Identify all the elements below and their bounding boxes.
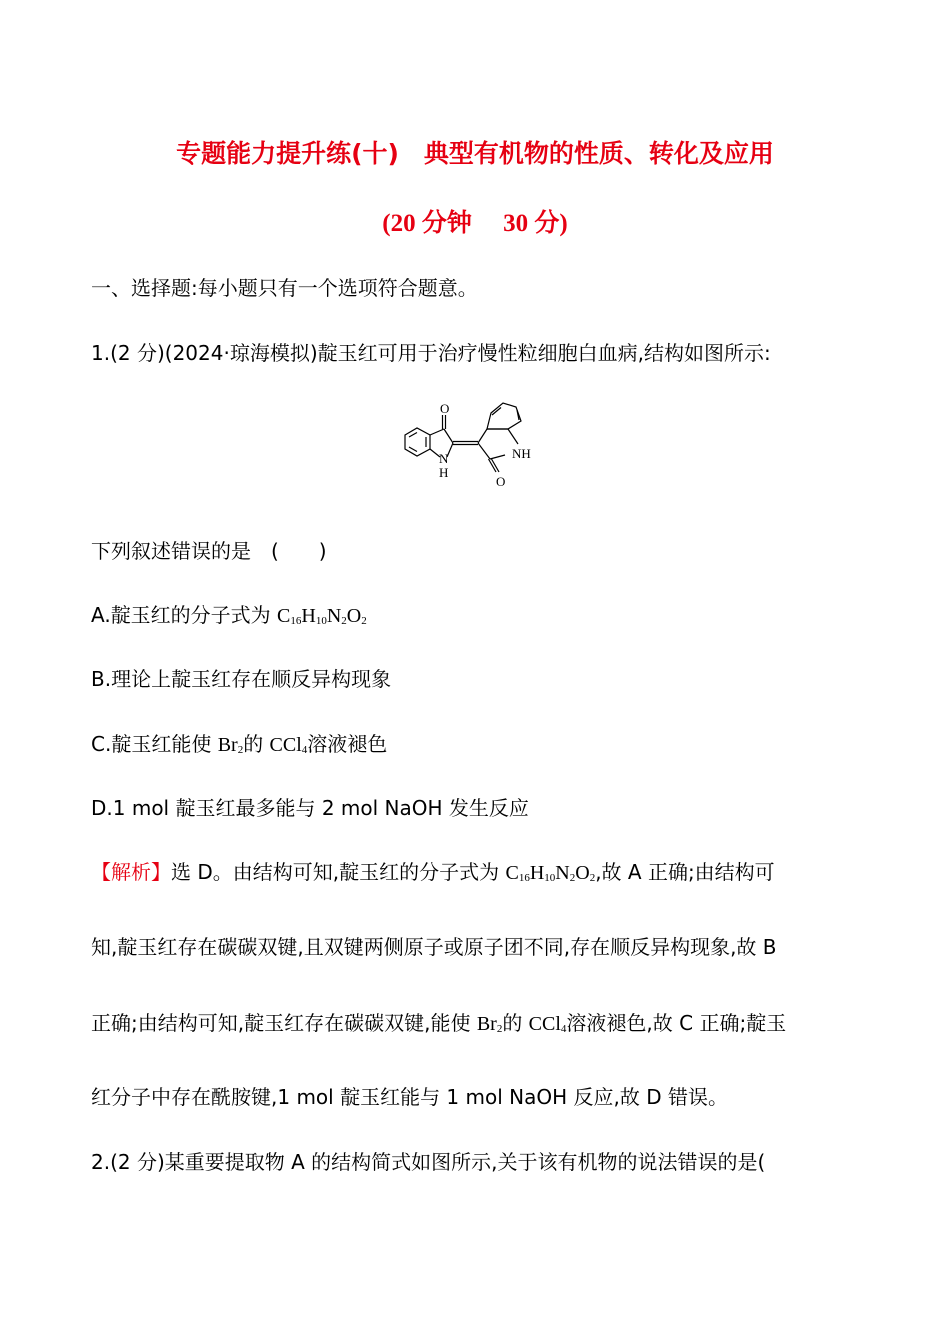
figure-label-o-top: O xyxy=(440,401,450,416)
option-a-text: A.靛玉红的分子式为 xyxy=(91,603,278,627)
analysis-line-3: 正确;由结构可知,靛玉红存在碳碳双键,能使 $Br_2$的 CCl$_4$溶液褪色,故 C 正确;靛玉 xyxy=(91,1011,787,1035)
option-b: B.理论上靛玉红存在顺反异构现象 xyxy=(91,667,392,691)
option-c: C.靛玉红能使 $Br_2$的 CCl$_4$溶液褪色 xyxy=(91,732,388,756)
question-2-stem: 2.(2 分)某重要提取物 A 的结构简式如图所示,关于该有机物的说法错误的是( xyxy=(91,1150,766,1174)
question-1-stem: 1.(2 分)(2024·琼海模拟)靛玉红可用于治疗慢性粒细胞白血病,结构如图所示: xyxy=(91,341,771,365)
figure-label-n-left: N xyxy=(439,451,449,466)
formula-br2: $Br_2$ xyxy=(217,734,244,756)
indirubin-structure-figure xyxy=(395,393,555,493)
analysis-formula-ccl4: CCl$_4$ xyxy=(528,1013,567,1035)
option-a xyxy=(91,601,367,630)
figure-label-nh-right: NH xyxy=(512,446,531,461)
exocyclic-double-bond xyxy=(453,442,478,445)
right-indolinone-ring xyxy=(478,403,521,472)
formula-ccl4: CCl$_4$ xyxy=(269,734,308,756)
analysis-line-4: 红分子中存在酰胺键,1 mol 靛玉红能与 1 mol NaOH 反应,故 D 错误。 xyxy=(91,1085,728,1109)
figure-label-h-left: H xyxy=(439,465,449,480)
analysis-formula-br2: $Br_2$ xyxy=(476,1013,503,1035)
figure-label-o-bottom: O xyxy=(496,474,506,489)
page-title: 专题能力提升练(十) 典型有机物的性质、转化及应用 xyxy=(176,139,774,168)
option-d: D.1 mol 靛玉红最多能与 2 mol NaOH 发生反应 xyxy=(91,796,529,820)
formula-c16h10n2o2: $C_{16}H_{10}N_2O_2$ xyxy=(277,605,367,627)
page-subtitle: (20 分钟 30 分) xyxy=(382,210,568,237)
analysis-tag: 【解析】 xyxy=(91,860,171,884)
analysis-line-1: 【解析】选 D。由结构可知,靛玉红的分子式为 $C_{16}H_{10}N_2O_2$,故 A 正确;由结构可 xyxy=(91,860,775,884)
analysis-line-2: 知,靛玉红存在碳碳双键,且双键两侧原子或原子团不同,存在顺反异构现象,故 B xyxy=(91,935,777,959)
analysis-formula: $C_{16}H_{10}N_2O_2$ xyxy=(505,862,596,884)
section-heading: 一、选择题:每小题只有一个选项符合题意。 xyxy=(91,276,478,300)
question-1-prompt: 下列叙述错误的是 ( ) xyxy=(91,539,327,563)
